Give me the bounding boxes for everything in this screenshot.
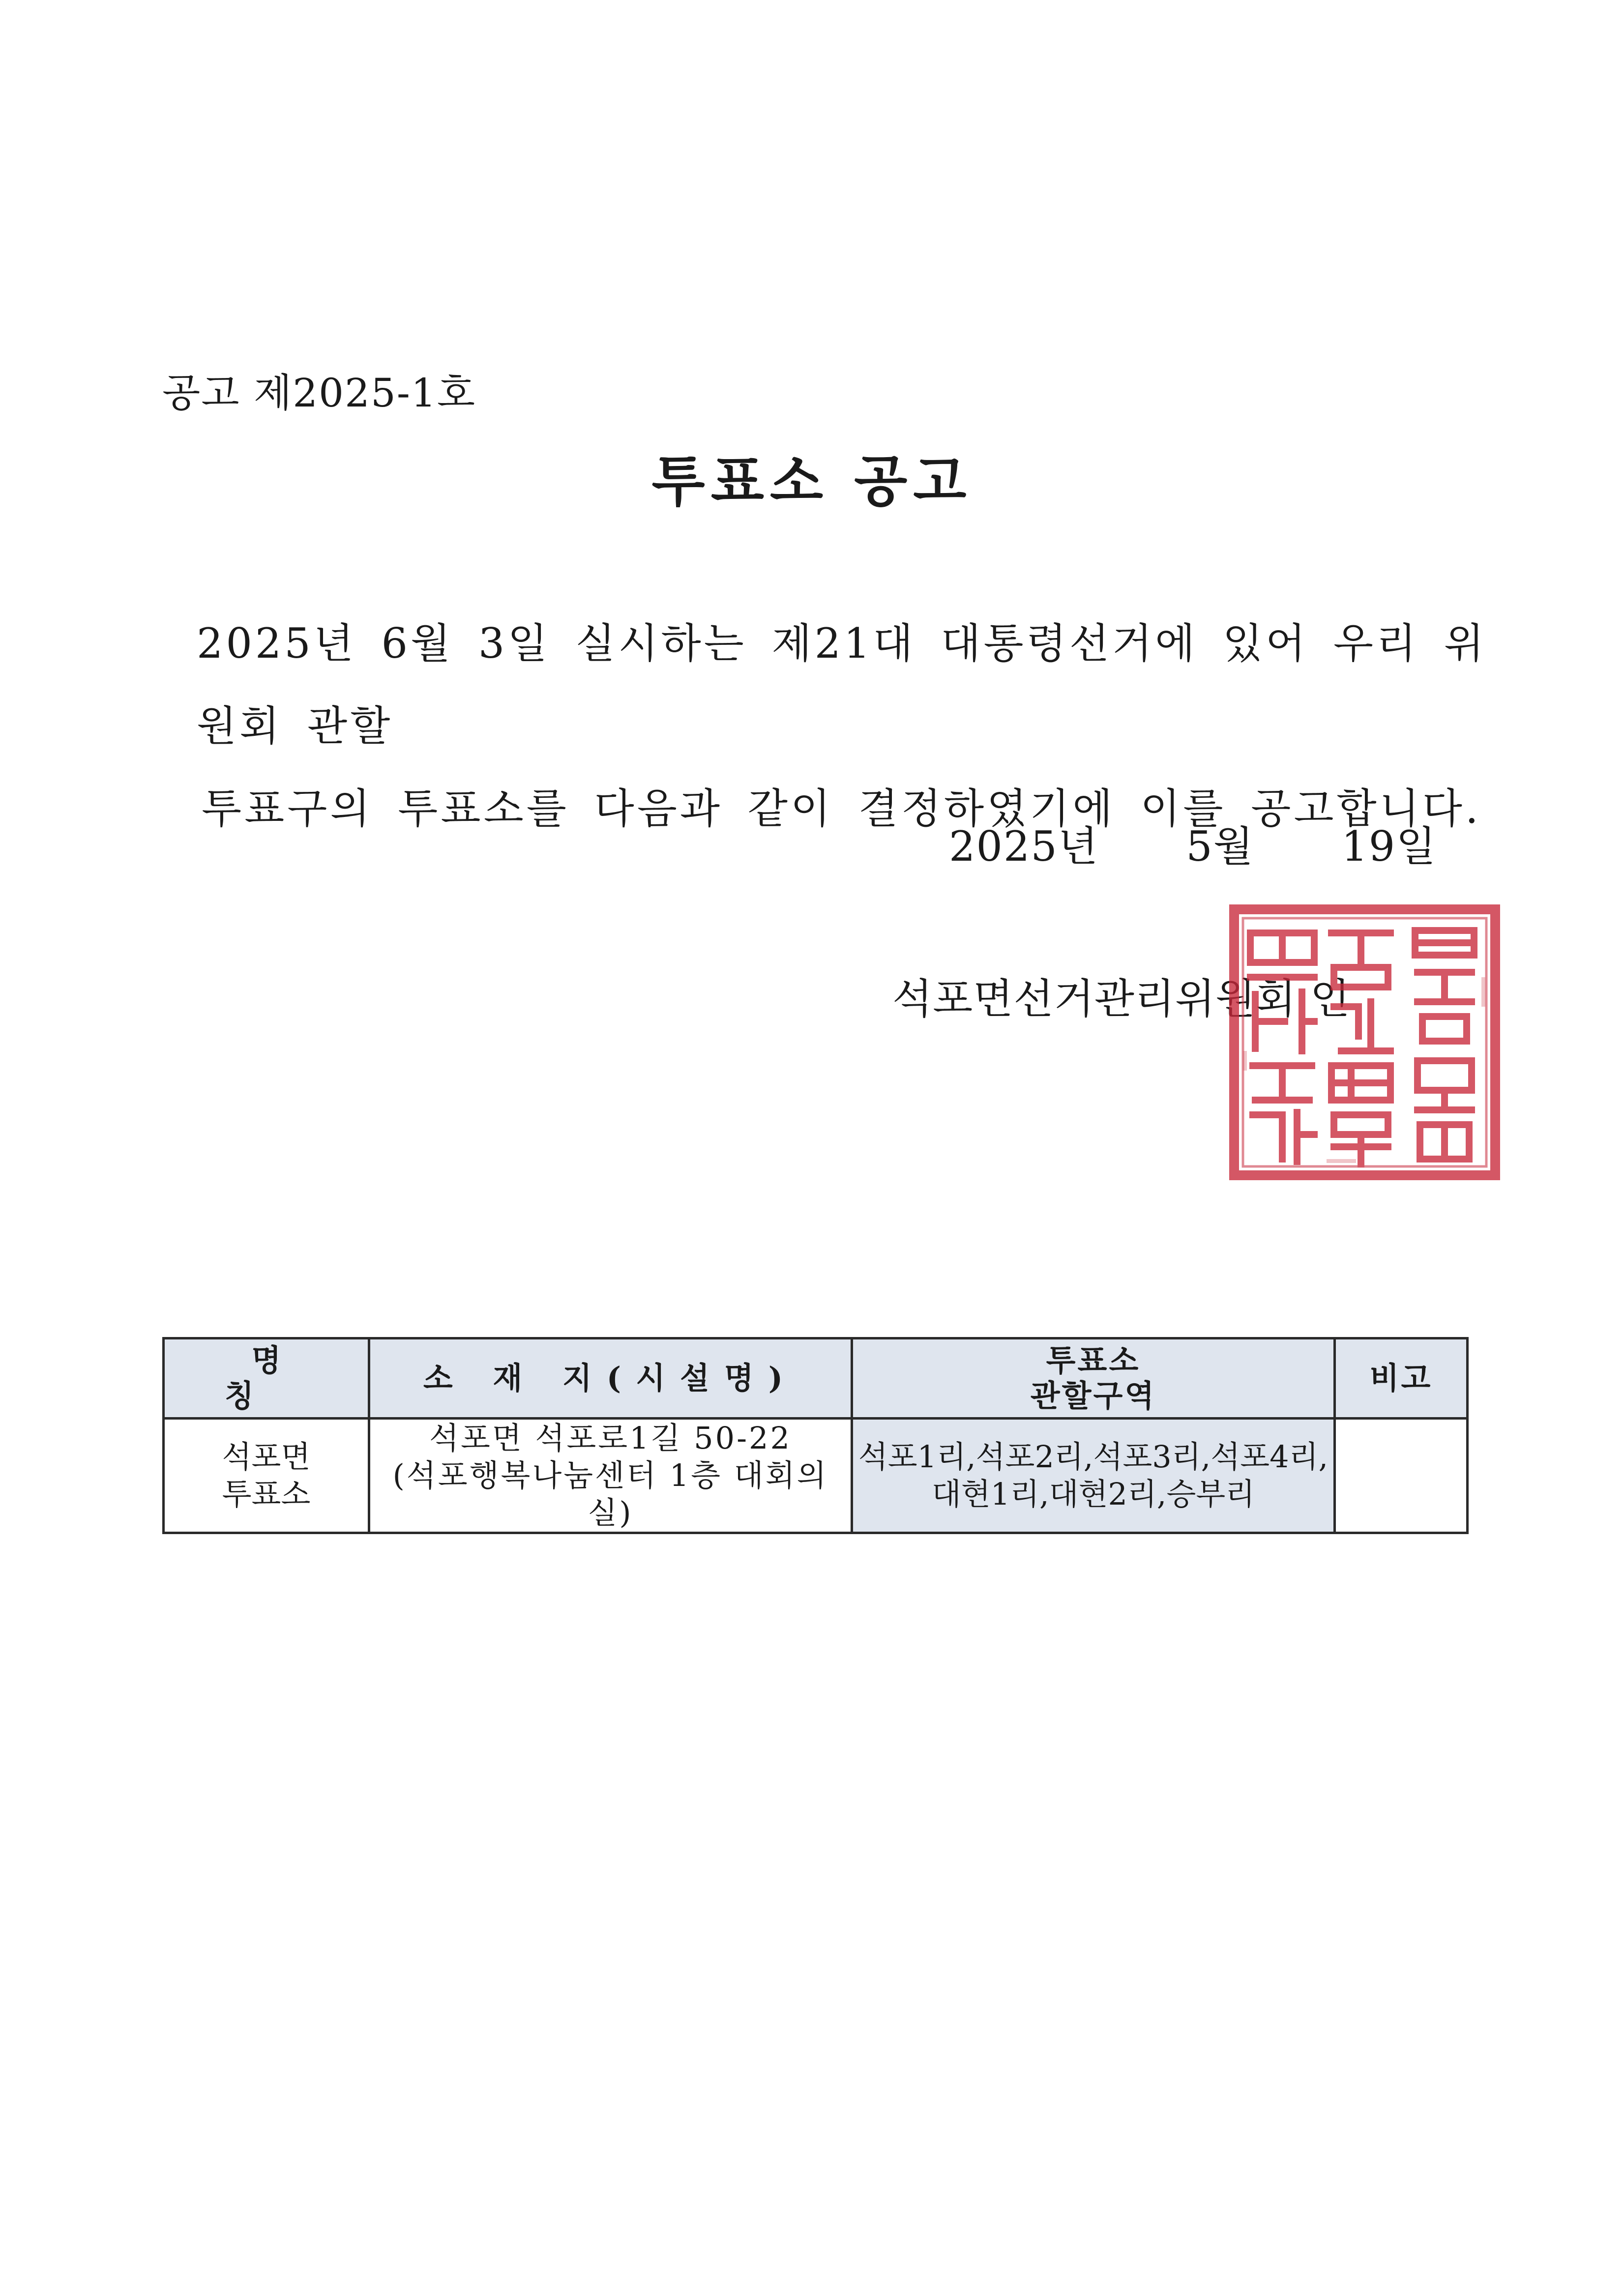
issuer-name: 석포면선거관리위원회 <box>892 975 1297 1023</box>
cell-line: 석포면 석포로1길 50-22 <box>429 1420 792 1456</box>
cell-line: 투표소 <box>222 1476 311 1512</box>
cell-line: 석포1리,석포2리,석포3리,석포4리, <box>858 1439 1329 1475</box>
body-line: 2025년 6월 3일 실시하는 제21대 대통령선거에 있어 우리 위원회 관할 <box>197 619 1487 750</box>
table-header-row <box>164 1338 1468 1419</box>
header-location: 소 재 지(시설명) <box>369 1338 852 1419</box>
notice-body <box>197 602 1505 850</box>
cell-name <box>164 1419 369 1533</box>
document-title: 투표소 공고 <box>651 449 973 514</box>
body-line: 투표구의 투표소를 다음과 같이 결정하였기에 이를 공고합니다. <box>202 785 1481 833</box>
seal-mark-label: 인 <box>1310 975 1351 1023</box>
notice-number: 공고 제2025-1호 <box>162 370 476 416</box>
header-remarks: 비고 <box>1335 1338 1468 1419</box>
cell-line: 대현1리,대현2리,승부리 <box>931 1476 1255 1512</box>
official-seal <box>1228 903 1501 1181</box>
cell-remarks <box>1335 1419 1468 1533</box>
header-name: 명 칭 <box>164 1338 369 1419</box>
header-jurisdiction-line: 관할구역 <box>1030 1378 1156 1414</box>
notice-date: 2025년 5월 19일 <box>949 822 1437 871</box>
table-row <box>164 1419 1468 1533</box>
polling-station-table <box>162 1337 1469 1534</box>
cell-jurisdiction <box>852 1419 1335 1533</box>
cell-location <box>369 1419 852 1533</box>
header-jurisdiction <box>852 1338 1335 1419</box>
cell-line: (석포행복나눔센터 1층 대회의실) <box>392 1457 828 1531</box>
cell-line: 석포면 <box>222 1439 311 1475</box>
header-jurisdiction-line: 투표소 <box>1046 1342 1141 1378</box>
